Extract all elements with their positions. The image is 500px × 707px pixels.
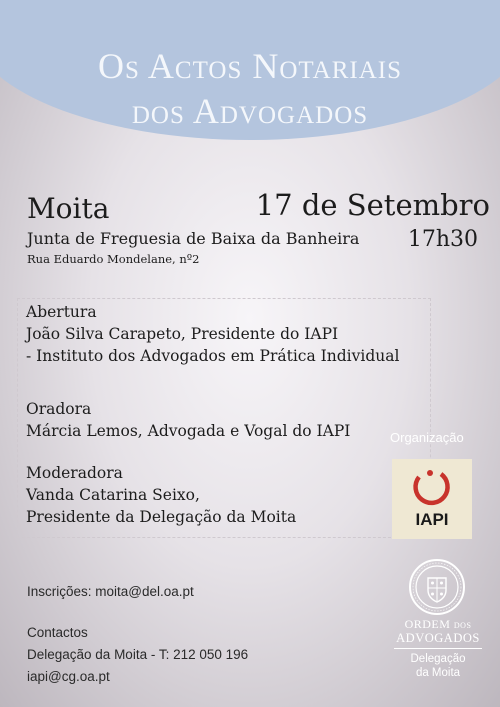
ordem-delegation-place: da Moita	[415, 667, 461, 679]
programme-box	[17, 298, 431, 538]
location-city: Moita	[27, 192, 110, 225]
ordem-small: DOS	[453, 621, 472, 630]
moderator-heading: Moderadora	[26, 464, 123, 482]
event-date: 17 de Setembro	[255, 188, 490, 222]
speaker-heading: Oradora	[26, 400, 92, 418]
moderator-name: Vanda Catarina Seixo,	[26, 486, 200, 504]
registration-email[interactable]: Inscrições: moita@del.oa.pt	[27, 584, 194, 599]
location-address: Rua Eduardo Mondelane, nº2	[27, 252, 200, 266]
ordem-delegation: Delegação	[410, 653, 466, 665]
contacts-email[interactable]: iapi@cg.oa.pt	[27, 669, 110, 684]
contacts-block	[27, 622, 248, 688]
ordem-seal-icon	[408, 558, 466, 616]
ordem-line-2: ADVOGADOS	[396, 631, 480, 645]
speaker-name: Márcia Lemos, Advogada e Vogal do IAPI	[26, 422, 351, 440]
opening-block	[26, 301, 399, 367]
opening-institute: - Instituto dos Advogados em Prática Individual	[26, 347, 400, 365]
event-time: 17h30	[407, 227, 478, 252]
title-line-1: Os Actos Notariais	[97, 46, 403, 86]
ordem-logo	[386, 618, 490, 680]
iapi-ring-icon	[410, 467, 454, 511]
location-place: Junta de Freguesia de Baixa da Banheira	[27, 229, 360, 248]
moderator-role: Presidente da Delegação da Moita	[26, 508, 297, 526]
speaker-block	[26, 398, 350, 442]
opening-speaker: João Silva Carapeto, Presidente do IAPI	[26, 325, 339, 343]
ordem-line-1	[386, 618, 490, 632]
contacts-heading: Contactos	[27, 625, 88, 640]
ordem-divider	[394, 648, 482, 649]
moderator-block	[26, 462, 296, 528]
iapi-logo-text: IAPI	[415, 510, 449, 529]
ordem-word: ORDEM	[404, 617, 451, 631]
title-line-2: dos Advogados	[131, 91, 369, 131]
opening-heading: Abertura	[26, 303, 97, 321]
poster-title	[0, 44, 500, 134]
iapi-logo	[392, 459, 472, 539]
organization-label: Organização	[390, 430, 464, 445]
contacts-phone: Delegação da Moita - T: 212 050 196	[27, 647, 249, 662]
